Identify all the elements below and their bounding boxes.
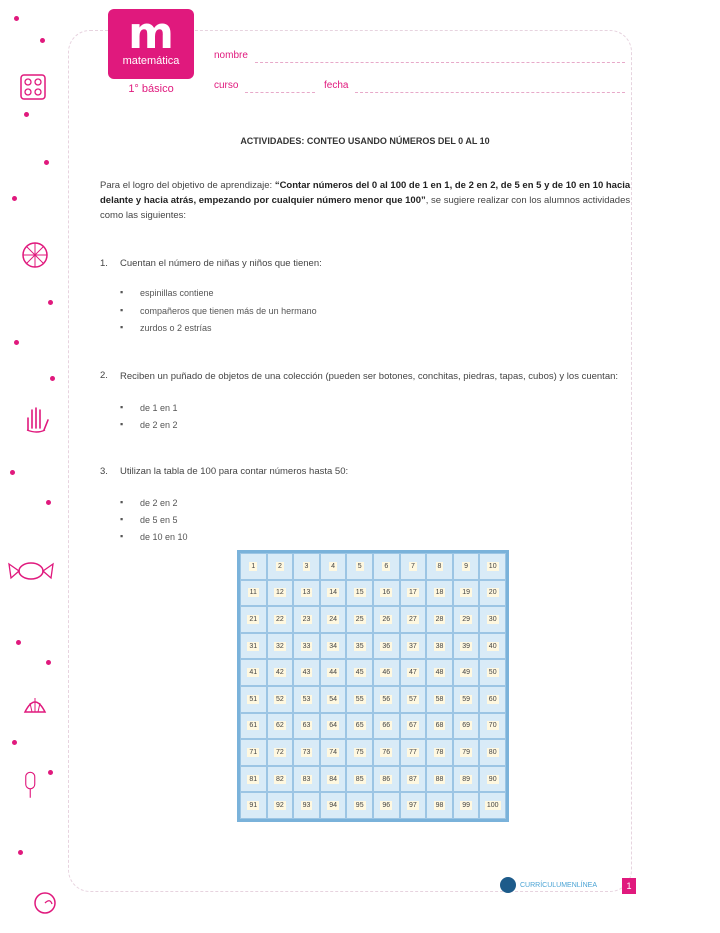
brand-logo-icon [500, 877, 516, 893]
table-cell [320, 686, 347, 713]
cell-number: 15 [355, 589, 364, 597]
cell-number: 11 [249, 589, 257, 597]
cell-number: 43 [302, 669, 311, 677]
cell-number: 91 [249, 802, 258, 810]
table-cell [426, 633, 453, 660]
table-cell [479, 739, 506, 766]
table-cell [479, 713, 506, 740]
cell-number: 9 [464, 562, 469, 570]
name-field[interactable] [255, 62, 625, 63]
table-cell [373, 792, 400, 819]
cell-number: 97 [408, 802, 417, 810]
activity-number: 1. [100, 258, 108, 269]
cell-number: 87 [408, 775, 417, 783]
cell-number: 82 [275, 775, 284, 783]
decor-dot [12, 740, 17, 745]
cell-number: 89 [462, 775, 470, 783]
cell-number: 79 [462, 748, 470, 756]
cell-number: 33 [302, 642, 311, 650]
cell-number: 13 [302, 589, 311, 597]
cell-number: 23 [302, 615, 311, 623]
intro-suffix: , se sugiere realizar con los alumnos actividades como las siguientes: [100, 195, 631, 221]
activity-text: Reciben un puñado de objetos de una colección (pueden ser botones, conchitas, piedras, tapas, cubos) y los cuentan: [120, 371, 619, 382]
cell-number: 53 [302, 695, 311, 703]
cell-number: 36 [382, 642, 391, 650]
cell-number: 72 [275, 748, 284, 756]
cell-number: 81 [249, 775, 258, 783]
list-item: ▪ espinillas contiene [140, 288, 214, 298]
table-cell [453, 713, 480, 740]
table-cell [479, 580, 506, 607]
list-item: ▪ de 5 en 5 [140, 515, 178, 525]
cell-number: 8 [437, 562, 442, 570]
table-cell [453, 659, 480, 686]
cell-number: 17 [408, 589, 417, 597]
table-cell [293, 686, 320, 713]
table-cell [320, 792, 347, 819]
cell-number: 21 [249, 615, 258, 623]
cell-number: 90 [488, 775, 497, 783]
cell-number: 77 [408, 748, 417, 756]
table-cell [267, 659, 294, 686]
cell-number: 94 [329, 802, 337, 810]
decor-dot [46, 500, 51, 505]
shell-icon [20, 690, 50, 720]
table-cell [346, 686, 373, 713]
table-cell [426, 659, 453, 686]
cell-number: 62 [275, 722, 284, 730]
cell-number: 66 [382, 722, 391, 730]
cell-number: 78 [435, 748, 444, 756]
page-title: ACTIVIDADES: CONTEO USANDO NÚMEROS DEL 0 AL 10 [240, 136, 490, 146]
table-cell [400, 606, 427, 633]
cell-number: 20 [488, 589, 497, 597]
table-cell [240, 633, 267, 660]
cell-number: 100 [486, 802, 499, 810]
table-cell [346, 659, 373, 686]
table-cell [426, 792, 453, 819]
cell-number: 64 [329, 722, 337, 730]
table-cell [267, 553, 294, 580]
cell-number: 40 [488, 642, 497, 650]
table-cell [400, 686, 427, 713]
table-cell [479, 606, 506, 633]
hundred-table [237, 550, 509, 822]
table-cell [320, 633, 347, 660]
cell-number: 92 [275, 802, 284, 810]
cell-number: 34 [329, 642, 337, 650]
table-cell [293, 659, 320, 686]
table-cell [267, 633, 294, 660]
cell-number: 10 [488, 562, 497, 570]
table-cell [240, 713, 267, 740]
table-cell [479, 792, 506, 819]
shell-icon [30, 888, 60, 918]
table-cell [400, 580, 427, 607]
table-cell [400, 713, 427, 740]
table-cell [373, 766, 400, 793]
decor-dot [18, 850, 23, 855]
table-cell [453, 553, 480, 580]
cell-number: 71 [249, 748, 258, 756]
table-cell [240, 686, 267, 713]
list-item: ▪ compañeros que tienen más de un hermano [140, 306, 317, 316]
table-cell [346, 713, 373, 740]
activity-number: 2. [100, 370, 108, 381]
decor-dot [14, 16, 19, 21]
table-cell [426, 606, 453, 633]
table-cell [240, 766, 267, 793]
cell-number: 22 [275, 615, 284, 623]
table-cell [346, 792, 373, 819]
table-cell [479, 659, 506, 686]
intro-objective: “Contar números del 0 al 100 de 1 en 1, de 2 en 2, de 5 en 5 y de 10 en 10 hacia delante y hacia atrás, empezando por cualquier número menor que 100” [100, 180, 631, 206]
table-cell [320, 659, 347, 686]
table-cell [453, 606, 480, 633]
cell-number: 96 [382, 802, 391, 810]
cell-number: 60 [488, 695, 497, 703]
table-cell [267, 713, 294, 740]
table-cell [453, 580, 480, 607]
table-cell [293, 739, 320, 766]
table-cell [400, 739, 427, 766]
table-cell [426, 686, 453, 713]
cell-number: 4 [331, 562, 336, 570]
table-cell [346, 580, 373, 607]
table-cell [293, 792, 320, 819]
table-cell [267, 766, 294, 793]
cell-number: 46 [382, 669, 391, 677]
cell-number: 41 [249, 669, 258, 677]
cell-number: 45 [355, 669, 364, 677]
table-cell [293, 633, 320, 660]
cell-number: 27 [408, 615, 417, 623]
subject-logo [108, 9, 194, 79]
list-item: ▪ de 2 en 2 [140, 420, 178, 430]
cell-number: 80 [488, 748, 497, 756]
table-cell [479, 686, 506, 713]
table-cell [453, 739, 480, 766]
decor-dot [10, 470, 15, 475]
table-cell [320, 739, 347, 766]
cell-number: 35 [355, 642, 364, 650]
cell-number: 69 [462, 722, 470, 730]
date-field[interactable] [355, 92, 625, 93]
cell-number: 68 [435, 722, 444, 730]
cell-number: 98 [435, 802, 444, 810]
cell-number: 3 [304, 562, 309, 570]
table-cell [426, 713, 453, 740]
table-cell [373, 686, 400, 713]
cell-number: 1 [251, 562, 256, 570]
cell-number: 44 [329, 669, 337, 677]
cell-number: 84 [329, 775, 337, 783]
list-item: ▪ zurdos o 2 estrías [140, 323, 212, 333]
decor-dot [16, 640, 21, 645]
candy-icon [6, 556, 56, 586]
table-cell [373, 606, 400, 633]
cell-number: 51 [249, 695, 258, 703]
orange-slice-icon [20, 240, 50, 270]
table-cell [293, 766, 320, 793]
decor-dot [50, 376, 55, 381]
cell-number: 73 [302, 748, 311, 756]
cell-number: 75 [355, 748, 364, 756]
name-label: nombre [214, 50, 248, 61]
decor-dot [14, 340, 19, 345]
cell-number: 76 [382, 748, 391, 756]
table-cell [426, 553, 453, 580]
table-cell [426, 739, 453, 766]
cell-number: 38 [435, 642, 444, 650]
logo-letter: m [128, 8, 174, 59]
table-cell [293, 553, 320, 580]
course-label: curso [214, 80, 239, 91]
table-cell [426, 580, 453, 607]
table-cell [400, 659, 427, 686]
cell-number: 29 [462, 615, 470, 623]
activity-text: Utilizan la tabla de 100 para contar números hasta 50: [120, 466, 349, 477]
cell-number: 28 [435, 615, 444, 623]
cell-number: 86 [382, 775, 391, 783]
cell-number: 32 [275, 642, 284, 650]
cell-number: 48 [435, 669, 444, 677]
cell-number: 63 [302, 722, 311, 730]
list-item: ▪ de 1 en 1 [140, 403, 178, 413]
cell-number: 49 [462, 669, 470, 677]
table-cell [320, 553, 347, 580]
table-cell [293, 606, 320, 633]
table-cell [400, 553, 427, 580]
cell-number: 6 [384, 562, 389, 570]
cell-number: 47 [408, 669, 417, 677]
table-cell [320, 713, 347, 740]
table-cell [346, 606, 373, 633]
cell-number: 61 [249, 722, 258, 730]
cell-number: 59 [462, 695, 470, 703]
activity-number: 3. [100, 466, 108, 477]
cell-number: 50 [488, 669, 497, 677]
course-field[interactable] [245, 92, 315, 93]
cell-number: 52 [275, 695, 284, 703]
cell-number: 5 [357, 562, 362, 570]
cell-number: 2 [277, 562, 282, 570]
cell-number: 19 [462, 589, 470, 597]
cell-number: 85 [355, 775, 364, 783]
decor-dot [46, 660, 51, 665]
decor-dot [48, 300, 53, 305]
cell-number: 14 [329, 589, 337, 597]
table-cell [479, 553, 506, 580]
table-cell [293, 713, 320, 740]
table-cell [373, 713, 400, 740]
table-cell [240, 580, 267, 607]
cell-number: 58 [435, 695, 444, 703]
table-cell [267, 792, 294, 819]
table-cell [453, 633, 480, 660]
table-cell [346, 553, 373, 580]
table-cell [267, 580, 294, 607]
table-cell [479, 766, 506, 793]
table-cell [373, 580, 400, 607]
table-cell [453, 766, 480, 793]
cell-number: 56 [382, 695, 391, 703]
table-cell [426, 766, 453, 793]
table-cell [479, 633, 506, 660]
cell-number: 18 [435, 589, 444, 597]
cell-number: 55 [355, 695, 364, 703]
table-cell [240, 739, 267, 766]
table-cell [400, 633, 427, 660]
decor-dot [24, 112, 29, 117]
table-cell [373, 739, 400, 766]
table-cell [346, 739, 373, 766]
intro-prefix: Para el logro del objetivo de aprendizaje: [100, 180, 275, 191]
table-cell [373, 633, 400, 660]
cell-number: 83 [302, 775, 311, 783]
cell-number: 31 [249, 642, 258, 650]
table-cell [267, 606, 294, 633]
table-cell [373, 553, 400, 580]
date-label: fecha [324, 80, 349, 91]
table-cell [240, 606, 267, 633]
decor-dot [40, 38, 45, 43]
list-item: ▪ de 2 en 2 [140, 498, 178, 508]
table-cell [346, 766, 373, 793]
cell-number: 99 [462, 802, 470, 810]
table-cell [267, 739, 294, 766]
hand-counting-icon [22, 404, 52, 434]
table-cell [240, 553, 267, 580]
table-cell [320, 606, 347, 633]
cell-number: 25 [355, 615, 364, 623]
decor-dot [44, 160, 49, 165]
cell-number: 39 [462, 642, 470, 650]
cell-number: 30 [488, 615, 497, 623]
logo-subject: matemática [122, 55, 180, 67]
list-item: ▪ de 10 en 10 [140, 532, 188, 542]
cell-number: 26 [382, 615, 391, 623]
activity-text: Cuentan el número de niñas y niños que tienen: [120, 258, 322, 269]
table-cell [320, 580, 347, 607]
cell-number: 70 [488, 722, 497, 730]
cell-number: 54 [329, 695, 337, 703]
decor-dot [12, 196, 17, 201]
table-cell [400, 792, 427, 819]
cell-number: 16 [382, 589, 391, 597]
table-cell [240, 792, 267, 819]
table-cell [400, 766, 427, 793]
table-cell [453, 686, 480, 713]
table-cell [320, 766, 347, 793]
cell-number: 42 [275, 669, 284, 677]
ice-pop-icon [16, 770, 46, 800]
decor-dot [48, 770, 53, 775]
table-cell [453, 792, 480, 819]
intro-paragraph [100, 178, 640, 223]
cell-number: 57 [408, 695, 417, 703]
cell-number: 88 [435, 775, 444, 783]
cell-number: 74 [329, 748, 337, 756]
cell-number: 67 [408, 722, 417, 730]
table-cell [293, 580, 320, 607]
footer-brand [500, 877, 597, 893]
cell-number: 24 [329, 615, 337, 623]
brand-name: CURRÍCULUMENLÍNEA [520, 881, 598, 889]
cell-number: 65 [355, 722, 364, 730]
table-cell [346, 633, 373, 660]
cell-number: 12 [275, 589, 284, 597]
cell-number: 93 [302, 802, 311, 810]
grade-label: 1° básico [128, 83, 174, 95]
abacus-icon [18, 72, 48, 102]
cell-number: 37 [408, 642, 417, 650]
cell-number: 7 [410, 562, 415, 570]
table-cell [267, 686, 294, 713]
table-cell [240, 659, 267, 686]
page-number: 1 [622, 878, 636, 894]
table-cell [373, 659, 400, 686]
cell-number: 95 [355, 802, 364, 810]
